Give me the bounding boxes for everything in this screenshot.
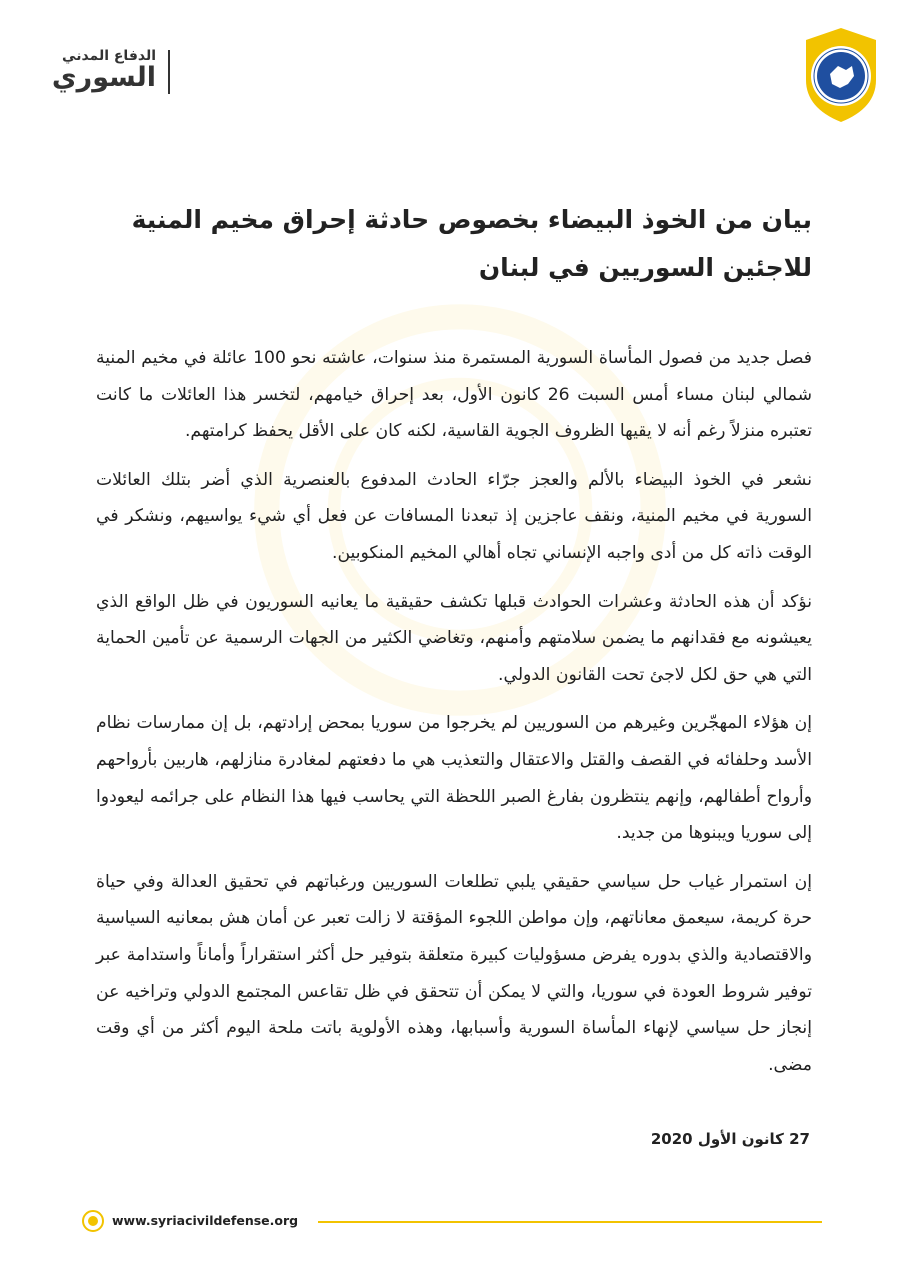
- document-body: [96, 340, 812, 1095]
- logo-divider: [168, 50, 170, 94]
- civil-defense-small-icon: [82, 1210, 104, 1232]
- document-date: 27 كانون الأول 2020: [650, 1130, 810, 1148]
- paragraph: إن هؤلاء المهجّرين وغيرهم من السوريين لم يخرجوا من سوريا بمحض إرادتهم، بل إن ممارسات نظام الأسد وحلفائه في القصف والقتل والاعتقال والتعذيب هي ما دفعتهم لمغادرة منازلهم، هاربين بأرواحهم وأرواح أطفالهم، وإنهم ينتظرون بفارغ الصبر اللحظة التي يحاسب فيها هذا النظام على جرائمه ليعودوا إلى سوريا ويبنوها من جديد.: [96, 713, 812, 844]
- logo-wordmark: [51, 48, 170, 98]
- paragraph: نؤكد أن هذه الحادثة وعشرات الحوادث قبلها تكشف حقيقية ما يعانيه السوريون في ظل الواقع الذي يعيشونه مع فقدانهم ما يضمن سلامتهم وأمنهم، وتغاضي الكثير من الجهات الرسمية عن تأمين الحماية التي هي حق لكل لاجئ تحت القانون الدولي.: [96, 591, 812, 685]
- civil-defense-emblem-icon: [802, 26, 880, 124]
- logo-wordmark-small: الدفاع المدني: [62, 48, 156, 64]
- footer: [82, 1210, 822, 1234]
- paragraph: فصل جديد من فصول المأساة السورية المستمرة منذ سنوات، عاشته نحو 100 عائلة في مخيم المنية شمالي لبنان مساء أمس السبت 26 كانون الأول، بعد إحراق خيامهم، لتخسر هذا العائلات ما كانت تعتبره منزلاً رغم أنه لا يقيها الظروف الجوية القاسية، لكنه كان على الأقل يحفظ كرامتهم.: [96, 348, 812, 442]
- paragraph: إن استمرار غياب حل سياسي حقيقي يلبي تطلعات السوريين ورغباتهم في تحقيق العدالة وفي حياة حرة كريمة، سيعمق معاناتهم، وإن مواطن اللجوء المؤقتة لا زالت تعبر عن أمان هش بمعانيه السياسية والاقتصادية والذي بدوره يفرض مسؤوليات كبيرة متعلقة بتوفير حل أكثر استقراراً وأماناً واستدامة عبر توفير شروط العودة في سوريا، والتي لا يمكن أن تتحقق في ظل تقاعس المجتمع الدولي وتراخيه عن إنجاز حل سياسي لإنهاء المأساة السورية وأسبابها، وهذه الأولوية باتت ملحة اليوم أكثر من أي وقت مضى.: [96, 871, 812, 1075]
- footer-divider: [318, 1221, 822, 1223]
- website-link[interactable]: www.syriacivildefense.org: [112, 1213, 299, 1228]
- logo-wordmark-large: السوري: [51, 62, 156, 93]
- paragraph: نشعر في الخوذ البيضاء بالألم والعجز جرّاء الحادث المدفوع بالعنصرية الذي أضر بتلك العائلات السورية في مخيم المنية، ونقف عاجزين إذ تبعدنا المسافات عن فعل أي شيء يواسيهم، ونشكر في الوقت ذاته كل من أدى واجبه الإنساني تجاه أهالي المخيم المنكوبين.: [96, 469, 812, 563]
- document-title: بيان من الخوذ البيضاء بخصوص حادثة إحراق مخيم المنية للاجئين السوريين في لبنان: [131, 205, 812, 282]
